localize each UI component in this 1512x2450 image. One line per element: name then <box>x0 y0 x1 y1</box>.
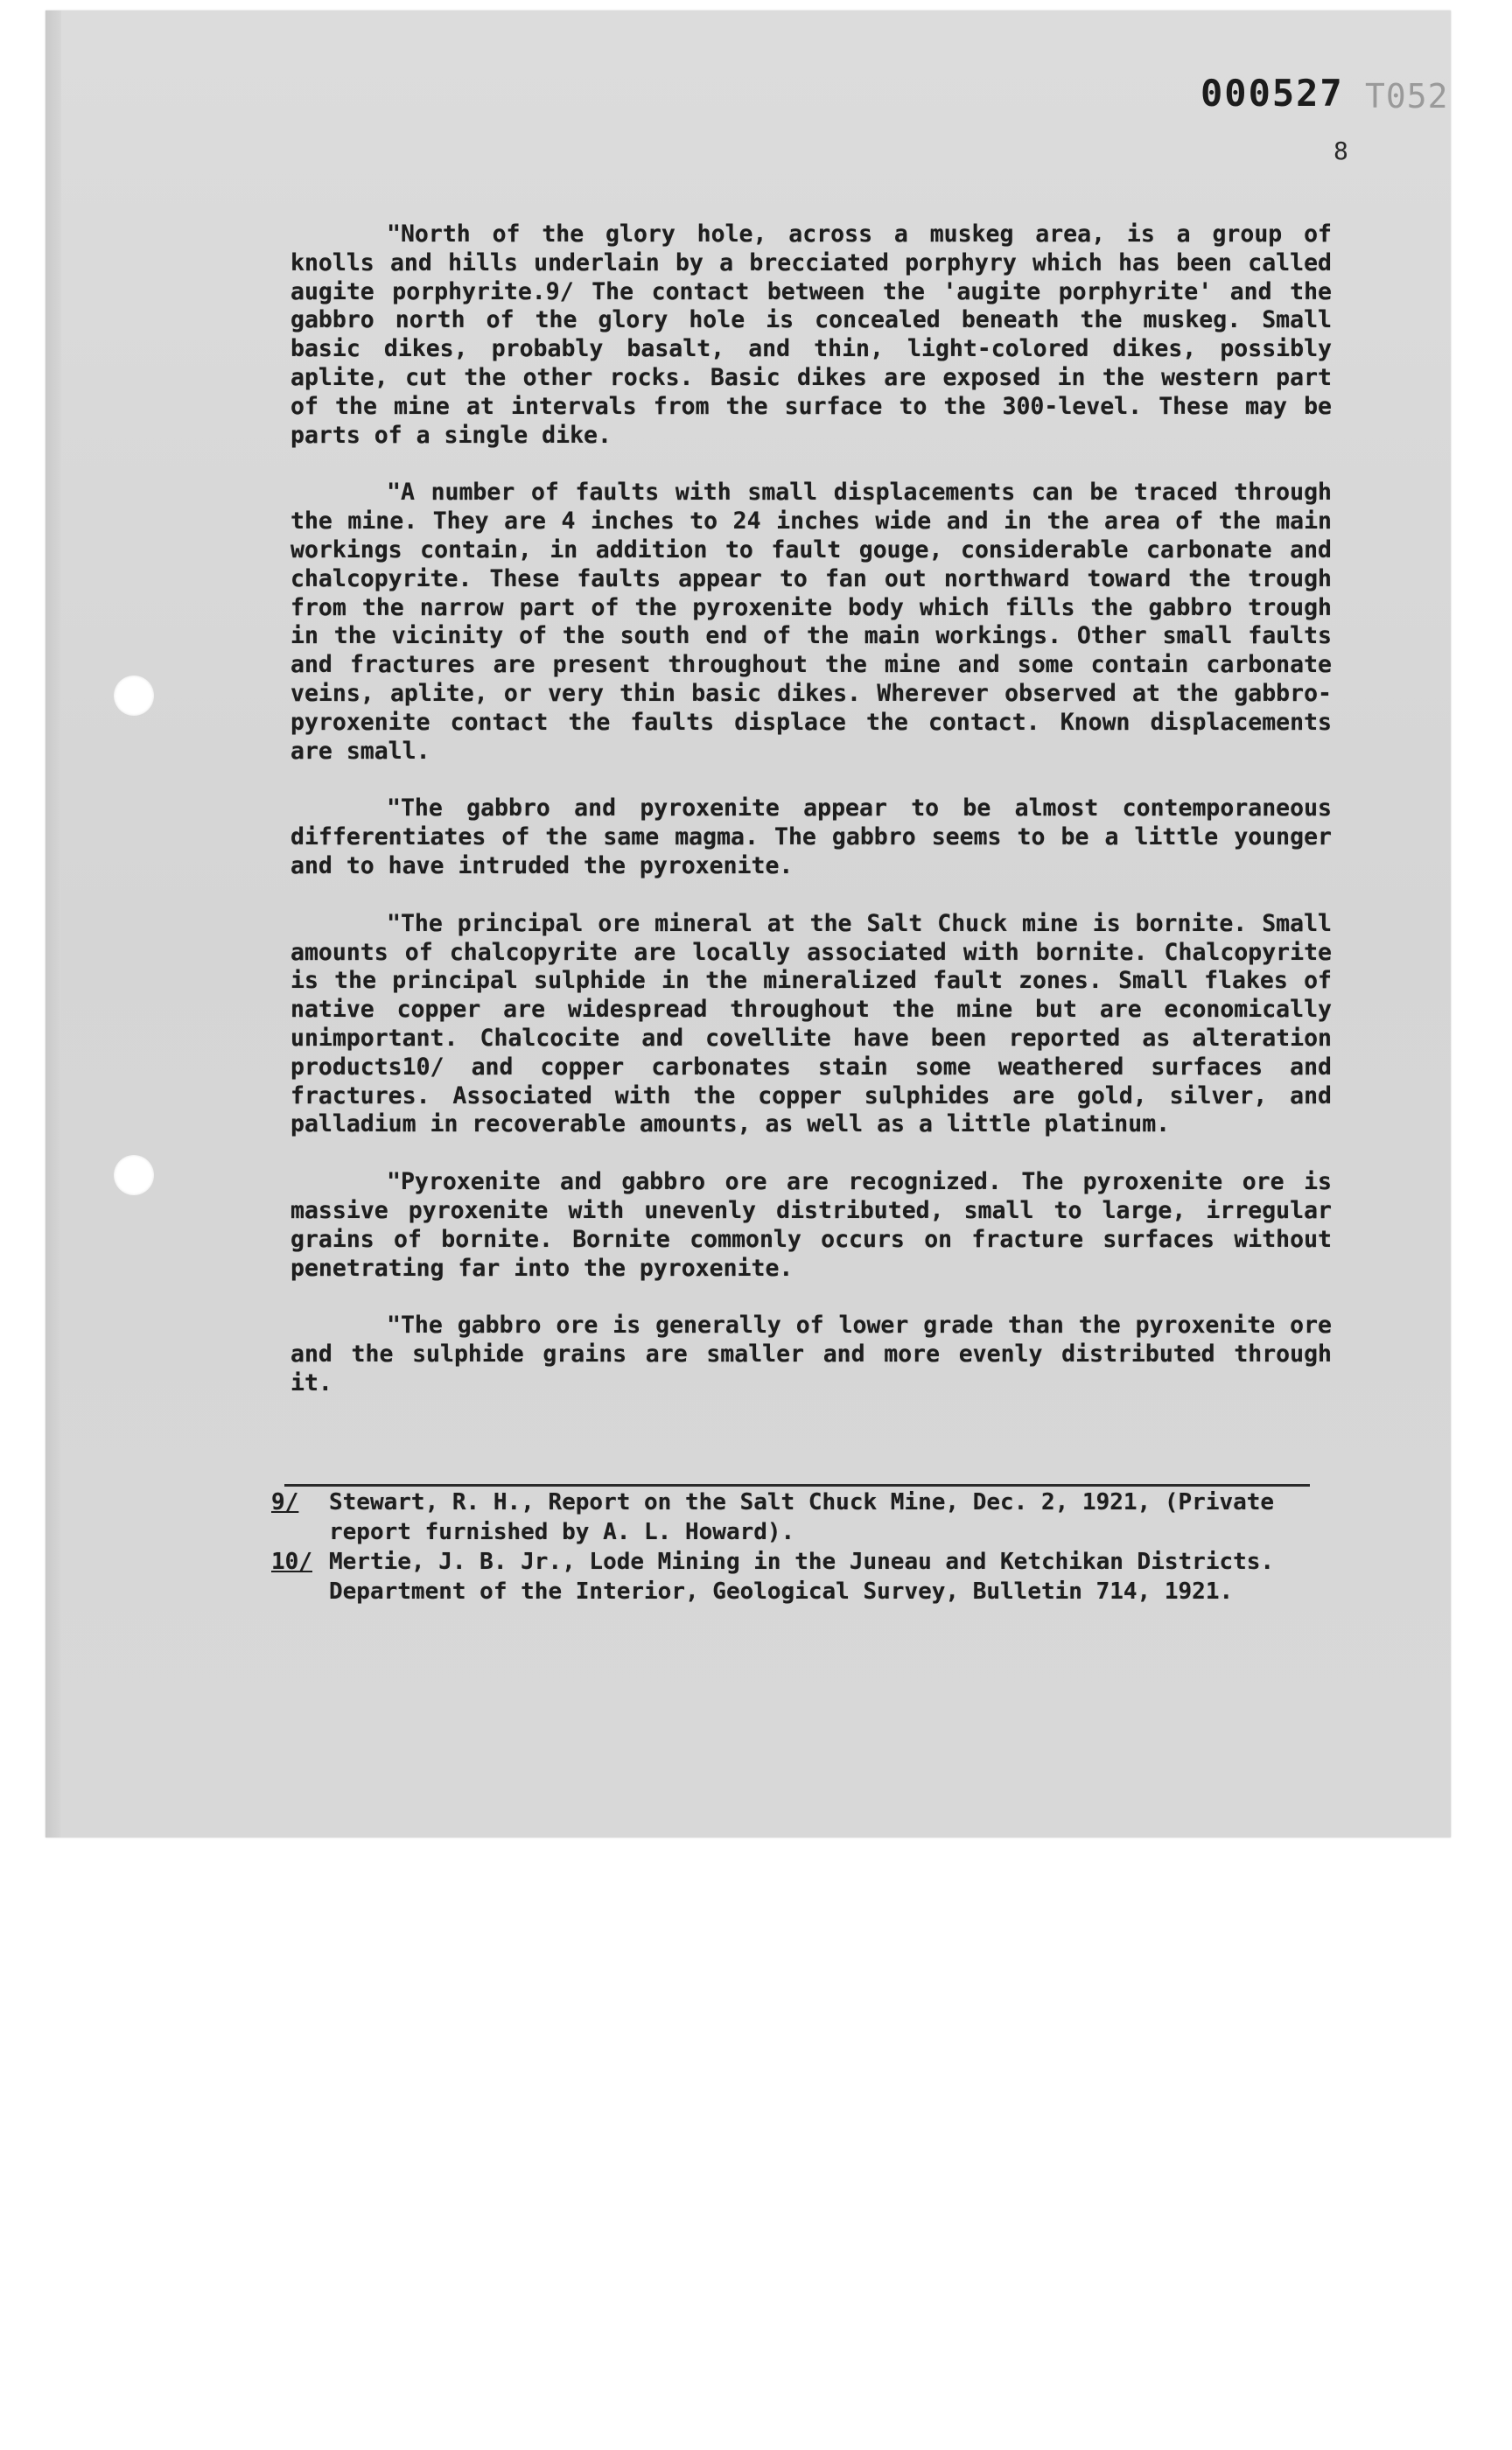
paragraph: "Pyroxenite and gabbro ore are recognized. The pyroxenite ore is massive pyroxenite with unevenly distributed, small to large, irregular grains of bornite. Bornite commonly occurs on fracture surfaces without penetrating far into the pyroxenite. <box>290 1168 1332 1282</box>
paragraph: "A number of faults with small displacements can be traced through the mine. They are 4 inches to 24 inches wide and in the area of the main workings contain, in addition to fault gouge, considerable carbonate and chalcopyrite. These faults appear to fan out northward toward the trough from the narrow part of the pyroxenite body which fills the gabbro trough in the vicinity of the south end of the main workings. Other small faults and fractures are present throughout the mine and some contain carbonate veins, aplite, or very thin basic dikes. Wherever observed at the gabbro-pyroxenite contact the faults displace the contact. Known displacements are small. <box>290 479 1332 765</box>
footnote-item <box>271 1547 1356 1606</box>
footnote-mark: 10/ <box>271 1549 312 1575</box>
footnote-text: Stewart, R. H., Report on the Salt Chuck Mine, Dec. 2, 1921, (Private report furnished by A. L. Howard). <box>329 1489 1275 1545</box>
footnote-item <box>271 1488 1356 1547</box>
footnote-mark: 9/ <box>271 1489 299 1516</box>
paragraph: "The gabbro and pyroxenite appear to be almost contemporaneous differentiates of the same magma. The gabbro seems to be a little younger and to have intruded the pyroxenite. <box>290 794 1332 879</box>
document-body <box>290 220 1332 1427</box>
document-stamp-number: 000527 <box>1200 72 1344 115</box>
punch-hole <box>114 1155 154 1195</box>
footnotes <box>271 1488 1356 1606</box>
punch-hole <box>114 676 154 716</box>
paragraph: "North of the glory hole, across a muskeg area, is a group of knolls and hills underlain by a brecciated porphyry which has been called augite porphyrite.9/ The contact between the 'augite porphyrite' and the gabbro north of the glory hole is concealed beneath the muskeg. Small basic dikes, probably basalt, and thin, light-colored dikes, possibly aplite, cut the other rocks. Basic dikes are exposed in the western part of the mine at intervals from the surface to the 300-level. These may be parts of a single dike. <box>290 220 1332 449</box>
footnote-divider <box>284 1484 1310 1487</box>
page-number: 8 <box>1334 136 1348 165</box>
paragraph: "The gabbro ore is generally of lower grade than the pyroxenite ore and the sulphide grains are smaller and more evenly distributed through it. <box>290 1312 1332 1396</box>
document-stamp-overlay: T052 <box>1365 77 1449 116</box>
paragraph: "The principal ore mineral at the Salt Chuck mine is bornite. Small amounts of chalcopyrite are locally associated with bornite. Chalcopyrite is the principal sulphide in the mineralized fault zones. Small flakes of native copper are widespread throughout the mine but are economically unimportant. Chalcocite and covellite have been reported as alteration products10/ and copper carbonates stain some weathered surfaces and fractures. Associated with the copper sulphides are gold, silver, and palladium in recoverable amounts, as well as a little platinum. <box>290 909 1332 1138</box>
page-edge-shadow <box>46 10 61 1838</box>
footnote-text: Mertie, J. B. Jr., Lode Mining in the Juneau and Ketchikan Districts. Department of the Interior, Geological Survey, Bulletin 714, 1921. <box>329 1549 1275 1605</box>
